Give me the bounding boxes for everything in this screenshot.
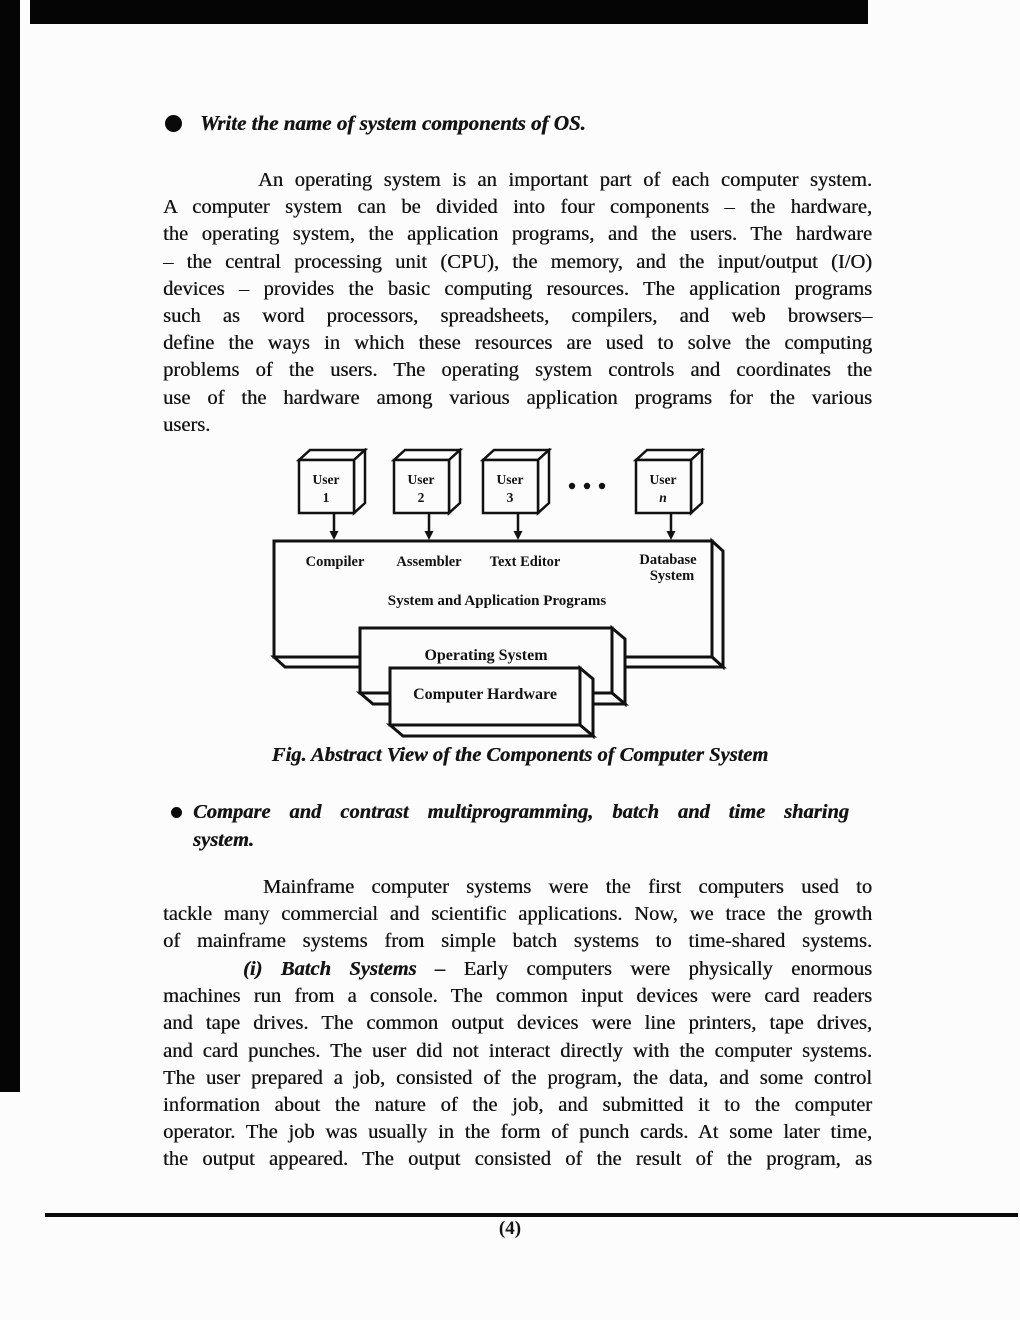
user-2-num: 2 [417,490,425,505]
ellipsis-dots [569,483,605,489]
text-line [163,956,872,983]
text-line [163,1065,872,1092]
text-line [163,1010,872,1037]
question-1-text: Write the name of system components of OS. [200,111,586,135]
text-segment: such as word processors, spreadsheets, compilers, and web browsers– [163,305,872,328]
text-segment: – the central processing unit (CPU), the memory, and the input/output (I/O) [163,250,872,273]
text-line [163,385,872,412]
text-line [163,1146,872,1173]
text-segment: (i) Batch Systems – [243,958,464,980]
text-segment: define the ways in which these resources are used to solve the computing [163,332,872,355]
text-editor-label: Text Editor [489,554,561,570]
text-segment: problems of the users. The operating system controls and coordinates the [163,359,872,382]
text-segment: An operating system is an important part of each computer system. [258,169,872,191]
text-segment: Mainframe computer systems were the first computers used to [263,876,872,898]
user-3-cube [483,450,549,513]
user-arrows [330,514,676,540]
text-line [163,167,872,194]
page-number: (4) [498,1218,522,1239]
text-line [163,357,872,384]
text-segment: use of the hardware among various application programs for the various [163,386,872,409]
text-line [163,276,872,303]
question-2-text [193,799,849,854]
figure-diagram [250,448,750,740]
text-segment: tackle many commercial and scientific applications. Now, we trace the growth [163,903,872,926]
system-programs-label: System and Application Programs [387,593,607,609]
text-segment: operator. The job was usually in the form of punch cards. At some later time, [163,1121,872,1144]
user-n-label: User [649,472,677,487]
text-segment: and card punches. The user did not interact directly with the computer systems. [163,1039,872,1062]
paragraph-intro [163,167,872,439]
text-line [163,928,872,955]
text-segment: Compare and contrast multiprogramming, batch and time sharing [193,801,849,823]
bullet-icon [165,115,182,132]
text-line [163,412,872,439]
text-segment: The user prepared a job, consisted of the program, the data, and some control [163,1066,872,1089]
user-3-label: User [496,472,524,487]
scan-artifact-left-bar [0,0,20,1092]
text-segment: system. [193,828,254,851]
text-segment: A computer system can be divided into four components – the hardware, [163,196,872,219]
user-n-cube [636,450,702,513]
user-3-num: 3 [506,490,514,505]
text-segment: users. [163,413,211,436]
text-line [163,874,872,901]
paragraph-batch-systems [163,956,872,1174]
text-segment: and tape drives. The common output devices were line printers, tape drives, [163,1012,872,1035]
text-line [163,249,872,276]
computer-hardware-label: Computer Hardware [413,686,557,703]
user-2-cube [394,450,460,513]
text-segment: the output appeared. The output consisted of the result of the program, as [163,1148,872,1171]
text-line [163,1038,872,1065]
text-line [193,827,849,855]
text-line [163,983,872,1010]
database-label-line1: Database [639,552,697,568]
assembler-label: Assembler [396,554,462,570]
database-label-line2: System [649,568,695,584]
user-2-label: User [407,472,435,487]
user-n-num: n [659,490,667,505]
text-line [163,303,872,330]
compiler-label: Compiler [305,554,365,570]
text-line [163,221,872,248]
text-line [163,1092,872,1119]
text-segment: Early computers were physically enormous [463,958,872,980]
text-segment: information about the nature of the job, and submitted it to the computer [163,1094,872,1117]
bullet-icon [171,807,182,818]
text-line [193,799,849,827]
computer-hardware-box [390,668,593,736]
figure-caption: Fig. Abstract View of the Components of Computer System [271,744,769,766]
text-line [163,1119,872,1146]
user-1-label: User [312,472,340,487]
scan-artifact-top-bar [30,0,868,24]
user-1-num: 1 [322,490,330,505]
text-segment: machines run from a console. The common input devices were card readers [163,985,872,1008]
footer-rule [45,1213,1018,1217]
text-line [163,901,872,928]
text-segment: the operating system, the application programs, and the users. The hardware [163,223,872,246]
text-segment: devices – provides the basic computing resources. The application programs [163,277,872,300]
operating-system-label: Operating System [424,647,548,664]
text-segment: of mainframe systems from simple batch systems to time-shared systems. [163,930,872,953]
text-line [163,194,872,221]
user-1-cube [299,450,365,513]
text-line [163,330,872,357]
paragraph-mainframe [163,874,872,956]
